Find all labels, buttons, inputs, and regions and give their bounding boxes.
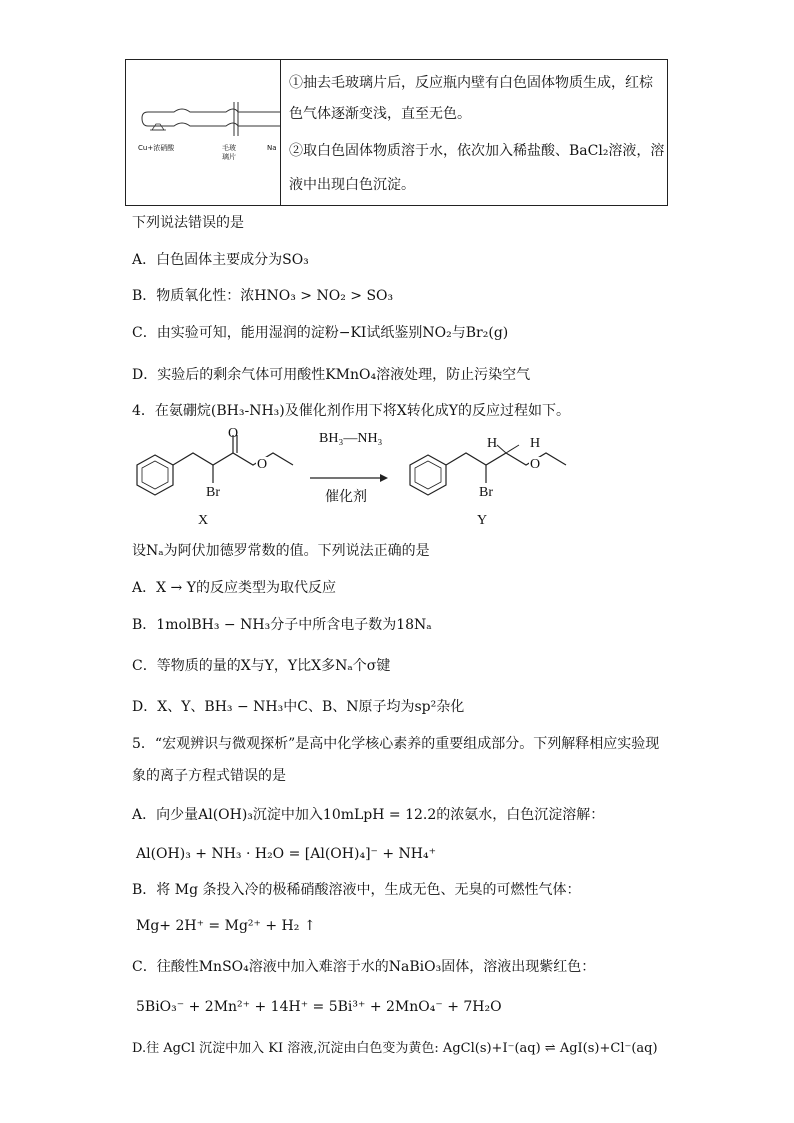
q4-na-note: 设Nₐ为阿伏加德罗常数的值。下列说法正确的是 — [132, 543, 430, 559]
q5-option-c: C．往酸性MnSO₄溶液中加入难溶于水的NaBiO₃固体，溶液出现紫红色： — [132, 959, 596, 975]
q3-option-b: B．物质氧化性：浓HNO₃ > NO₂ > SO₃ — [132, 288, 394, 304]
y-ether-oxygen: O — [530, 457, 541, 472]
q5-stem-line-2: 象的离子方程式错误的是 — [132, 768, 286, 784]
apparatus-label-mid-2: 璃片 — [222, 153, 236, 161]
observation-line-1: ①抽去毛玻璃片后，反应瓶内壁有白色固体物质生成，红棕 — [289, 75, 653, 91]
x-ether-oxygen: O — [257, 457, 268, 472]
observation-line-4: 液中出现白色沉淀。 — [289, 177, 415, 193]
y-hydrogen-2: H — [530, 436, 541, 451]
observation-line-3: ②取白色固体物质溶于水，依次加入稀盐酸、BaCl₂溶液，溶 — [289, 143, 665, 159]
observation-line-2: 色气体逐渐变浅，直至无色。 — [289, 106, 471, 122]
q4-option-b: B．1molBH₃ − NH₃分子中所含电子数为18Nₐ — [132, 617, 432, 633]
q5-equation-b: Mg+ 2H⁺ = Mg²⁺ + H₂ ↑ — [136, 918, 316, 934]
q5-equation-a: Al(OH)₃ + NH₃ · H₂O = [Al(OH)₄]⁻ + NH₄⁺ — [136, 846, 437, 862]
q4-stem: 4．在氨硼烷(BH₃-NH₃)及催化剂作用下将X转化成Y的反应过程如下。 — [132, 403, 570, 419]
q4-option-c: C．等物质的量的X与Y，Y比X多Nₐ个σ键 — [132, 658, 391, 674]
apparatus-drawing — [134, 90, 284, 150]
reagent-label: BH₃—NH₃ — [319, 431, 383, 446]
x-bromine-label: Br — [206, 485, 220, 500]
experiment-table — [125, 59, 668, 206]
q5-option-b: B．将 Mg 条投入冷的极稀硝酸溶液中，生成无色、无臭的可燃性气体： — [132, 882, 581, 898]
q4-option-a: A．X → Y的反应类型为取代反应 — [132, 580, 336, 596]
q3-option-a: A．白色固体主要成分为SO₃ — [132, 252, 309, 268]
apparatus-label-left: Cu+浓硝酸 — [138, 144, 175, 152]
catalyst-label: 催化剂 — [325, 490, 367, 505]
y-hydrogen-1: H — [487, 436, 498, 451]
apparatus-label-mid-1: 毛玻 — [222, 144, 236, 152]
y-compound-label: Y — [477, 513, 488, 528]
q3-option-c: C．由实验可知，能用湿润的淀粉−KI试纸鉴别NO₂与Br₂(g) — [132, 325, 509, 341]
q5-option-a: A．向少量Al(OH)₃沉淀中加入10mLpH = 12.2的浓氨水，白色沉淀溶解： — [132, 807, 605, 823]
y-bromine-label: Br — [479, 485, 493, 500]
q5-equation-c: 5BiO₃⁻ + 2Mn²⁺ + 14H⁺ = 5Bi³⁺ + 2MnO₄⁻ + 7H₂O — [136, 999, 502, 1015]
q5-stem-line-1: 5．“宏观辨识与微观探析”是高中化学核心素养的重要组成部分。下列解释相应实验现 — [132, 736, 660, 752]
q4-option-d: D．X、Y、BH₃ − NH₃中C、B、N原子均为sp²杂化 — [132, 699, 465, 715]
x-compound-label: X — [198, 513, 209, 528]
x-oxygen-label: O — [228, 426, 239, 441]
q5-option-d: D.往 AgCl 沉淀中加入 KI 溶液,沉淀由白色变为黄色: AgCl(s)+I⁻(aq) ⇌ AgI(s)+Cl⁻(aq) — [132, 1041, 658, 1056]
q3-option-d: D．实验后的剩余气体可用酸性KMnO₄溶液处理，防止污染空气 — [132, 367, 531, 383]
apparatus-label-right: Na — [267, 144, 277, 152]
q3-stem: 下列说法错误的是 — [132, 215, 244, 231]
